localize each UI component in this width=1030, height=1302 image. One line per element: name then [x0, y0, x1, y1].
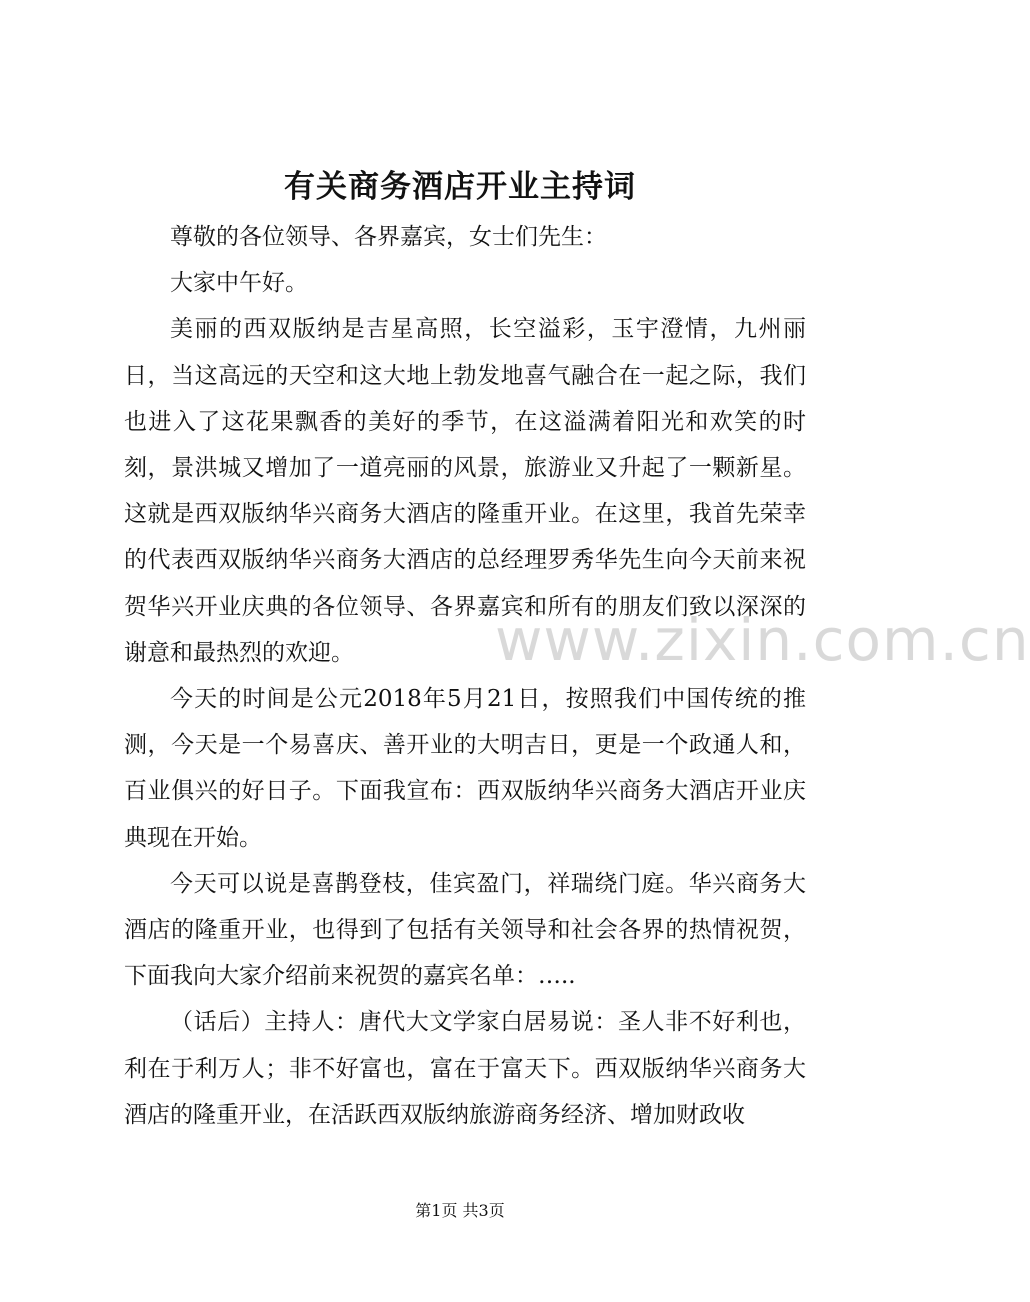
- paragraph-guests: 今天可以说是喜鹊登枝，佳宾盈门，祥瑞绕门庭。华兴商务大酒店的隆重开业，也得到了包括有关领导和社会各界的热情祝贺，下面我向大家介绍前来祝贺的嘉宾名单：…..: [124, 870, 806, 990]
- document-body: [124, 214, 806, 1138]
- paragraph-host-remarks: （话后）主持人：唐代大文学家白居易说：圣人非不好利也，利在于利万人；非不好富也，富在于富天下。西双版纳华兴商务大酒店的隆重开业，在活跃西双版纳旅游商务经济、增加财政收: [124, 1009, 806, 1128]
- document-title: 有关商务酒店开业主持词: [284, 169, 636, 205]
- watermark: www.zixin.com.cn: [495, 606, 1030, 674]
- paragraph-opening: 美丽的西双版纳是吉星高照，长空溢彩，玉宇澄情，九州丽日，当这高远的天空和这大地上勃发地喜气融合在一起之际，我们也进入了这花果飘香的美好的季节，在这溢满着阳光和欢笑的时刻，景洪城又增加了一道亮丽的风景，旅游业又升起了一颗新星。这就是西双版纳华兴商务大酒店的隆重开业。在这里，我首先荣幸的代表西双版纳华兴商务大酒店的总经理罗秀华先生向今天前来祝贺华兴开业庆典的各位领导、各界嘉宾和所有的朋友们致以深深的谢意和最热烈的欢迎。: [124, 316, 806, 666]
- paragraph-greeting: 尊敬的各位领导、各界嘉宾，女士们先生：: [170, 224, 607, 250]
- page-footer: 第1页 共3页: [415, 1201, 505, 1220]
- paragraph-good-noon: 大家中午好。: [170, 270, 308, 297]
- paragraph-date: 今天的时间是公元2018年5月21日，按照我们中国传统的推测，今天是一个易喜庆、善开业的大明吉日，更是一个政通人和，百业俱兴的好日子。下面我宣布：西双版纳华兴商务大酒店开业庆典现在开始。: [124, 686, 806, 851]
